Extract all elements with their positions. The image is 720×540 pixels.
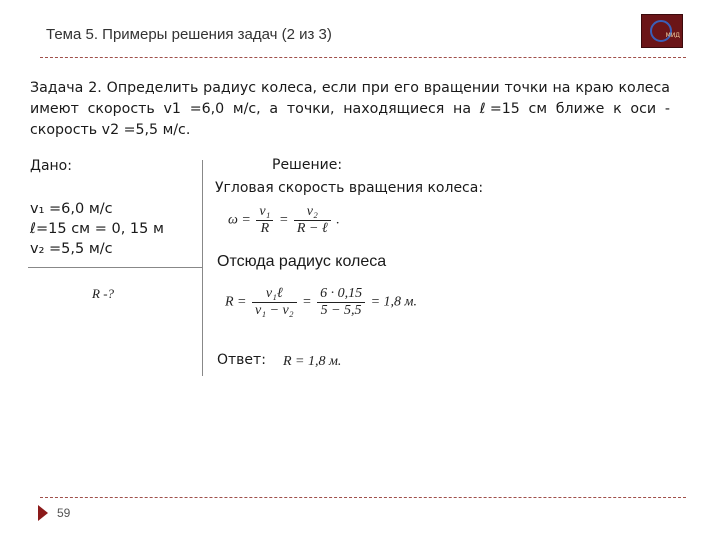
solution-heading: Решение: <box>272 157 343 173</box>
angular-velocity-label: Угловая скорость вращения колеса: <box>215 180 484 196</box>
formula2-fraction-1 <box>252 286 297 319</box>
top-divider <box>40 57 686 58</box>
formula1-eq: = <box>278 212 289 228</box>
given-vertical-divider <box>202 160 203 376</box>
given-v1: v₁ =6,0 м/с <box>30 201 113 217</box>
given-l: ℓ=15 см = 0, 15 м <box>30 221 164 237</box>
given-horizontal-divider <box>28 267 202 268</box>
formula1-den2: R − ℓ <box>296 221 328 236</box>
answer-value: R = 1,8 м. <box>283 354 342 369</box>
formula1-tail: . <box>336 212 340 228</box>
given-values <box>30 199 164 259</box>
bottom-divider <box>40 497 686 498</box>
radius-formula <box>225 286 417 319</box>
logo <box>641 14 683 48</box>
formula1-num2: v₂ <box>294 204 331 221</box>
given-v2: v₂ =5,5 м/с <box>30 241 113 257</box>
formula2-eq1: = <box>302 294 312 310</box>
radius-derivation-label: Отсюда радиус колеса <box>217 253 387 270</box>
formula2-fraction-2 <box>317 286 365 319</box>
answer-label: Ответ: <box>217 352 266 368</box>
formula1-fraction-1 <box>256 204 273 237</box>
unknown-to-find: R -? <box>92 286 115 301</box>
logo-text: МИД <box>665 32 680 39</box>
formula1-den1: R <box>260 221 270 236</box>
formula2-den2: 5 − 5,5 <box>320 303 362 318</box>
angular-velocity-formula <box>228 204 340 237</box>
formula1-num1: v₁ <box>256 204 273 221</box>
formula1-fraction-2 <box>294 204 331 237</box>
play-arrow-icon <box>38 505 48 521</box>
formula2-num2: 6 · 0,15 <box>317 286 365 303</box>
formula2-lhs: R = <box>225 294 247 310</box>
slide-title: Тема 5. Примеры решения задач (2 из 3) <box>46 26 332 43</box>
formula2-num1: v₁ℓ <box>252 286 297 303</box>
formula2-result: = 1,8 м. <box>370 294 417 310</box>
given-heading: Дано: <box>30 158 72 174</box>
page-number: 59 <box>57 506 71 520</box>
formula1-lhs: ω = <box>228 212 251 228</box>
formula2-den1: v₁ − v₂ <box>255 303 294 318</box>
problem-statement: Задача 2. Определить радиус колеса, если при его вращении точки на краю колеса имеют скорость v1 =6,0 м/с, а точки, находящиеся на ℓ=15 см ближе к оси - скорость v2 =5,5 м/с. <box>30 80 670 138</box>
